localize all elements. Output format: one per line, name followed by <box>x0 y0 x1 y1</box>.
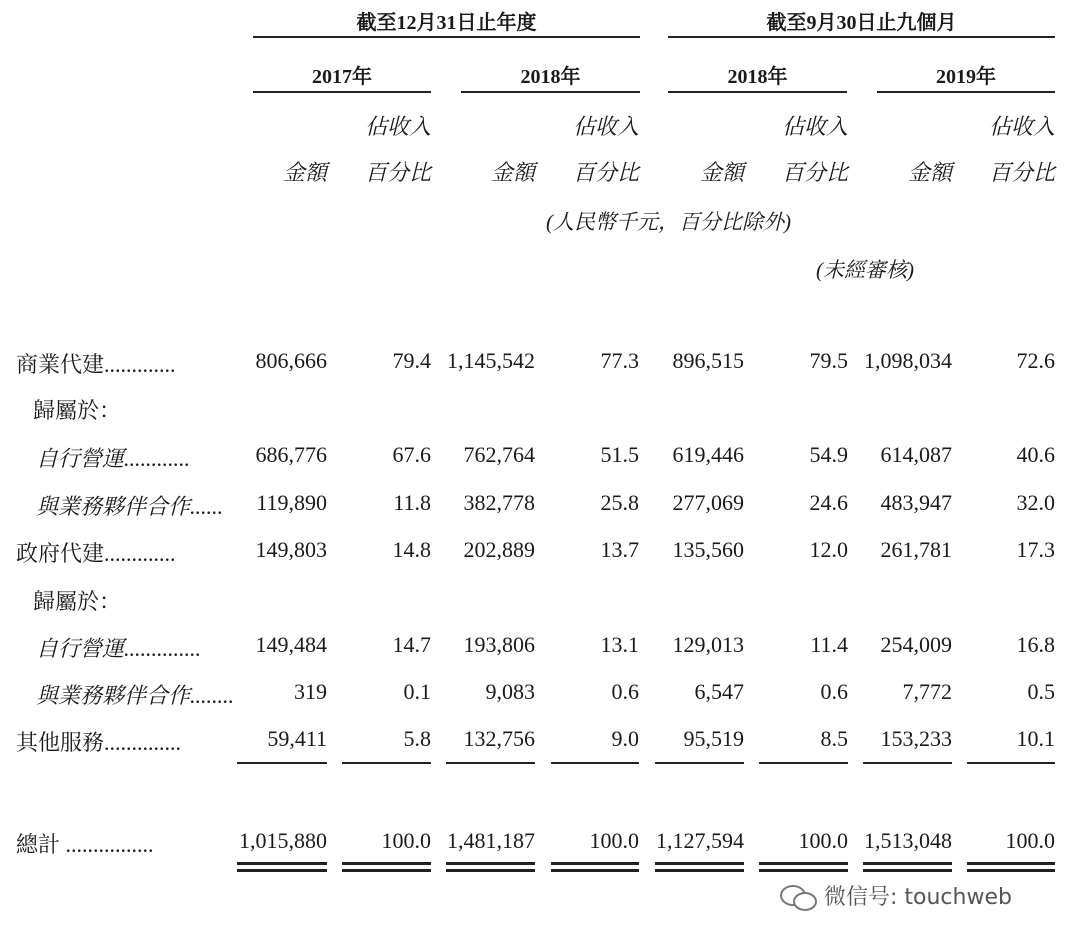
table-cell: 59,411 <box>267 726 327 751</box>
total-cell: 100.0 <box>798 828 848 853</box>
table-cell: 51.5 <box>600 442 639 467</box>
total-double-underline <box>967 862 1055 865</box>
table-cell: 261,781 <box>880 537 952 562</box>
subtotal-underline <box>967 762 1055 764</box>
col-header-amount: 金額 <box>907 160 952 185</box>
table-cell: 12.0 <box>809 537 848 562</box>
total-cell: 1,513,048 <box>864 828 952 853</box>
unit-note: (人民幣千元，百分比除外) <box>546 210 791 234</box>
col-header-pct-line1: 佔收入 <box>781 114 848 139</box>
table-cell: 13.7 <box>600 537 639 562</box>
col-header-amount: 金額 <box>699 160 744 185</box>
col-header-amount: 金額 <box>490 160 535 185</box>
year-underline <box>668 91 847 93</box>
row-label: 與業務夥伴合作...... <box>36 494 224 519</box>
total-double-underline <box>759 869 848 872</box>
table-cell: 382,778 <box>463 490 535 515</box>
total-double-underline <box>551 862 639 865</box>
total-label: 總計 ................ <box>16 832 154 857</box>
table-cell: 0.6 <box>611 679 639 704</box>
table-cell: 119,890 <box>256 490 327 515</box>
col-header-pct-line2: 百分比 <box>988 160 1055 185</box>
table-cell: 79.5 <box>809 348 848 373</box>
table-cell: 806,666 <box>255 348 327 373</box>
table-cell: 202,889 <box>463 537 535 562</box>
total-double-underline <box>342 869 431 872</box>
year-header-2018-9m: 2018年 <box>727 66 788 88</box>
total-double-underline <box>342 862 431 865</box>
table-cell: 619,446 <box>672 442 744 467</box>
table-cell: 24.6 <box>809 490 848 515</box>
total-cell: 1,127,594 <box>656 828 744 853</box>
table-cell: 79.4 <box>392 348 431 373</box>
table-cell: 11.8 <box>393 490 431 515</box>
table-cell: 14.7 <box>392 632 431 657</box>
group-underline-nine-months <box>668 36 1055 38</box>
row-label: 其他服務.............. <box>16 730 182 755</box>
col-header-amount: 金額 <box>282 160 327 185</box>
table-cell: 193,806 <box>463 632 535 657</box>
row-label: 商業代建............. <box>16 352 176 377</box>
total-cell: 100.0 <box>1005 828 1055 853</box>
table-cell: 614,087 <box>880 442 952 467</box>
table-cell: 25.8 <box>600 490 639 515</box>
subtotal-underline <box>446 762 535 764</box>
year-header-2017: 2017年 <box>312 66 372 88</box>
row-label: 歸屬於： <box>33 589 122 614</box>
table-cell: 254,009 <box>880 632 952 657</box>
table-cell: 149,484 <box>255 632 327 657</box>
row-label: 自行營運............ <box>36 446 191 471</box>
year-underline <box>877 91 1055 93</box>
row-label: 政府代建............. <box>16 541 176 566</box>
total-double-underline <box>551 869 639 872</box>
table-cell: 17.3 <box>1016 537 1055 562</box>
header-group-nine-months: 截至9月30日止九個月 <box>766 12 957 34</box>
total-double-underline <box>863 862 952 865</box>
table-cell: 896,515 <box>672 348 744 373</box>
table-cell: 483,947 <box>880 490 952 515</box>
table-cell: 277,069 <box>672 490 744 515</box>
total-double-underline <box>967 869 1055 872</box>
table-cell: 72.6 <box>1016 348 1055 373</box>
col-header-pct-line2: 百分比 <box>572 160 639 185</box>
table-cell: 95,519 <box>683 726 744 751</box>
table-cell: 9,083 <box>485 679 535 704</box>
table-cell: 10.1 <box>1016 726 1055 751</box>
table-cell: 149,803 <box>255 537 327 562</box>
table-cell: 9.0 <box>611 726 639 751</box>
col-header-pct-line1: 佔收入 <box>364 114 431 139</box>
wechat-icon <box>780 883 818 909</box>
table-cell: 1,098,034 <box>864 348 952 373</box>
total-cell: 100.0 <box>589 828 639 853</box>
total-cell: 1,015,880 <box>239 828 327 853</box>
table-cell: 762,764 <box>463 442 535 467</box>
col-header-pct-line1: 佔收入 <box>988 114 1055 139</box>
group-underline-fiscal <box>253 36 640 38</box>
year-header-2018-fy: 2018年 <box>520 66 581 88</box>
table-cell: 13.1 <box>600 632 639 657</box>
row-label: 與業務夥伴合作........ <box>36 683 235 708</box>
header-group-fiscal-year: 截至12月31日止年度 <box>356 12 537 34</box>
total-double-underline <box>446 869 535 872</box>
table-cell: 40.6 <box>1016 442 1055 467</box>
table-cell: 1,145,542 <box>447 348 535 373</box>
table-cell: 153,233 <box>880 726 952 751</box>
table-cell: 77.3 <box>600 348 639 373</box>
subtotal-underline <box>863 762 952 764</box>
subtotal-underline <box>237 762 327 764</box>
table-cell: 8.5 <box>820 726 848 751</box>
total-cell: 1,481,187 <box>447 828 535 853</box>
total-double-underline <box>237 862 327 865</box>
table-cell: 0.1 <box>403 679 431 704</box>
row-label: 歸屬於： <box>33 398 122 423</box>
total-double-underline <box>759 862 848 865</box>
table-cell: 14.8 <box>392 537 431 562</box>
total-double-underline <box>446 862 535 865</box>
table-cell: 6,547 <box>694 679 744 704</box>
col-header-pct-line2: 百分比 <box>781 160 848 185</box>
table-cell: 16.8 <box>1016 632 1055 657</box>
year-underline <box>253 91 431 93</box>
total-double-underline <box>237 869 327 872</box>
table-cell: 686,776 <box>255 442 327 467</box>
total-cell: 100.0 <box>381 828 431 853</box>
table-cell: 32.0 <box>1016 490 1055 515</box>
year-header-2019-9m: 2019年 <box>936 66 996 88</box>
table-cell: 11.4 <box>810 632 848 657</box>
table-cell: 319 <box>294 679 327 704</box>
col-header-pct-line1: 佔收入 <box>572 114 639 139</box>
total-double-underline <box>863 869 952 872</box>
table-cell: 67.6 <box>392 442 431 467</box>
year-underline <box>461 91 640 93</box>
table-cell: 0.6 <box>820 679 848 704</box>
table-cell: 135,560 <box>672 537 744 562</box>
table-cell: 54.9 <box>809 442 848 467</box>
watermark-text: 微信号: touchweb <box>824 885 1012 910</box>
unaudited-note: (未經審核) <box>816 258 914 282</box>
subtotal-underline <box>551 762 639 764</box>
row-label: 自行營運.............. <box>36 636 202 661</box>
subtotal-underline <box>759 762 848 764</box>
subtotal-underline <box>655 762 744 764</box>
subtotal-underline <box>342 762 431 764</box>
table-cell: 5.8 <box>403 726 431 751</box>
total-double-underline <box>655 869 744 872</box>
table-cell: 0.5 <box>1027 679 1055 704</box>
watermark <box>780 880 1012 911</box>
total-double-underline <box>655 862 744 865</box>
table-cell: 132,756 <box>463 726 535 751</box>
table-cell: 129,013 <box>672 632 744 657</box>
table-cell: 7,772 <box>902 679 952 704</box>
col-header-pct-line2: 百分比 <box>364 160 431 185</box>
